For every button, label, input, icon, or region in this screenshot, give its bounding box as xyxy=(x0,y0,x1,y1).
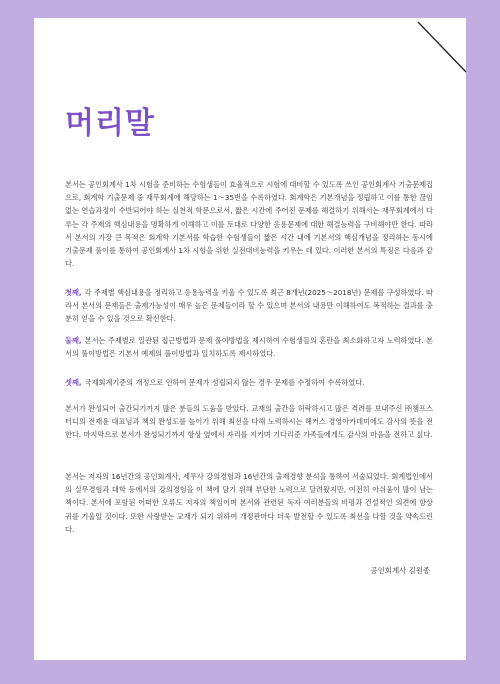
page-title: 머리말 xyxy=(65,106,155,141)
feature-text-3: 국제회계기준의 개정으로 인하여 문제가 성립되지 않는 경우 문제를 수정하여 수록하였다. xyxy=(84,378,365,387)
author-signature: 공인회계사 김원종 xyxy=(370,566,430,575)
feature-text-2: 본서는 주제별로 일관된 접근방법과 문제 풀이방법을 제시하여 수험생들의 혼란을 최소화하고자 노력하였다. 본서의 풀이방법은 기본서 예제의 풀이방법과 일치하도록 제시하였다. xyxy=(65,336,433,359)
intro-paragraph: 본서는 공인회계사 1차 시험을 준비하는 수험생들이 효율적으로 시험에 대비할 수 있도록 쓰인 공인회계사 기출문제집으로, 회계학 기출문제 중 재무회계에 해당하는 1～35번을 수록하였다. 회계학은 기본개념을 정립하고 이를 통한 끊임없는 연습과정이 수반되어야 하는 실천적 학문으로서, 짧은 시간에 주어진 문제를 해결하기 위해서는 재무회계에서 다루는 각 주제의 핵심내용을 명확하게 이해하고 이를 토대로 다양한 응용문제에 대한 해결능력을 구비해야만 한다. 따라서 본서의 가장 큰 목적은 회계학 기본서를 학습한 수험생들이 짧은 시간 내에 기본서의 핵심개념을 정리하는 동시에 기출문제 풀이를 통하여 공인회계사 1차 시험을 위한 실전대비능력을 키우는 데 있다. 이러한 본서의 특징은 다음과 같다. xyxy=(65,180,433,269)
acknowledgment-paragraph: 본서가 완성되어 출간되기까지 많은 분들의 도움을 받았다. 교재의 출간을 허락하시고 많은 격려를 보내주신 ㈜챔프스터디의 전재윤 대표님과 책의 완성도를 높이기 위해 최선을 다해 노력하시는 해커스 경영아카데미에도 감사의 뜻을 전한다. 마지막으로 본서가 완성되기까지 항상 옆에서 자리를 지키며 기다리준 가족들에게도 감사의 마음을 전하고 싶다. xyxy=(65,404,433,440)
feature-item-3 xyxy=(65,376,433,389)
feature-item-1 xyxy=(65,286,433,326)
feature-item-2 xyxy=(65,334,433,360)
feature-text-1: 각 주제별 핵심내용을 정리하고 응용능력을 키울 수 있도록 최근 8개년(2025～2018년) 문제를 구성하였다. 따라서 본서의 문제들은 출제가능성이 매우 높은 문제들이라 할 수 있으며 본서의 내용만 이해하여도 복적하는 결과를 충분히 얻을 수 있을 것으로 확신한다. xyxy=(65,288,433,324)
feature-label-1: 첫째, xyxy=(65,288,82,297)
closing-paragraph: 본서는 저자의 16년간의 공인회계사, 세무사 강의경험과 16년간의 출제경향 분석을 통하여 서술되었다. 회계법인에서의 실무경험과 대학 등에서의 강의경험을 이 책에 담기 위해 부단한 노력으로 달려왔지만, 여전히 아쉬움이 많이 남는 책이다. 본서에 포함된 어떠한 오류도 저자의 책임이며 본서와 관련된 독자 여러분들의 비평과 건설적인 의견에 항상 귀를 기울일 것이다. 또한 사랑받는 교재가 되기 위하여 개정판마다 더욱 발전할 수 있도록 최선을 다할 것을 약속드린다. xyxy=(65,472,433,534)
feature-label-3: 셋째, xyxy=(65,378,82,387)
feature-label-2: 둘째, xyxy=(65,336,82,345)
